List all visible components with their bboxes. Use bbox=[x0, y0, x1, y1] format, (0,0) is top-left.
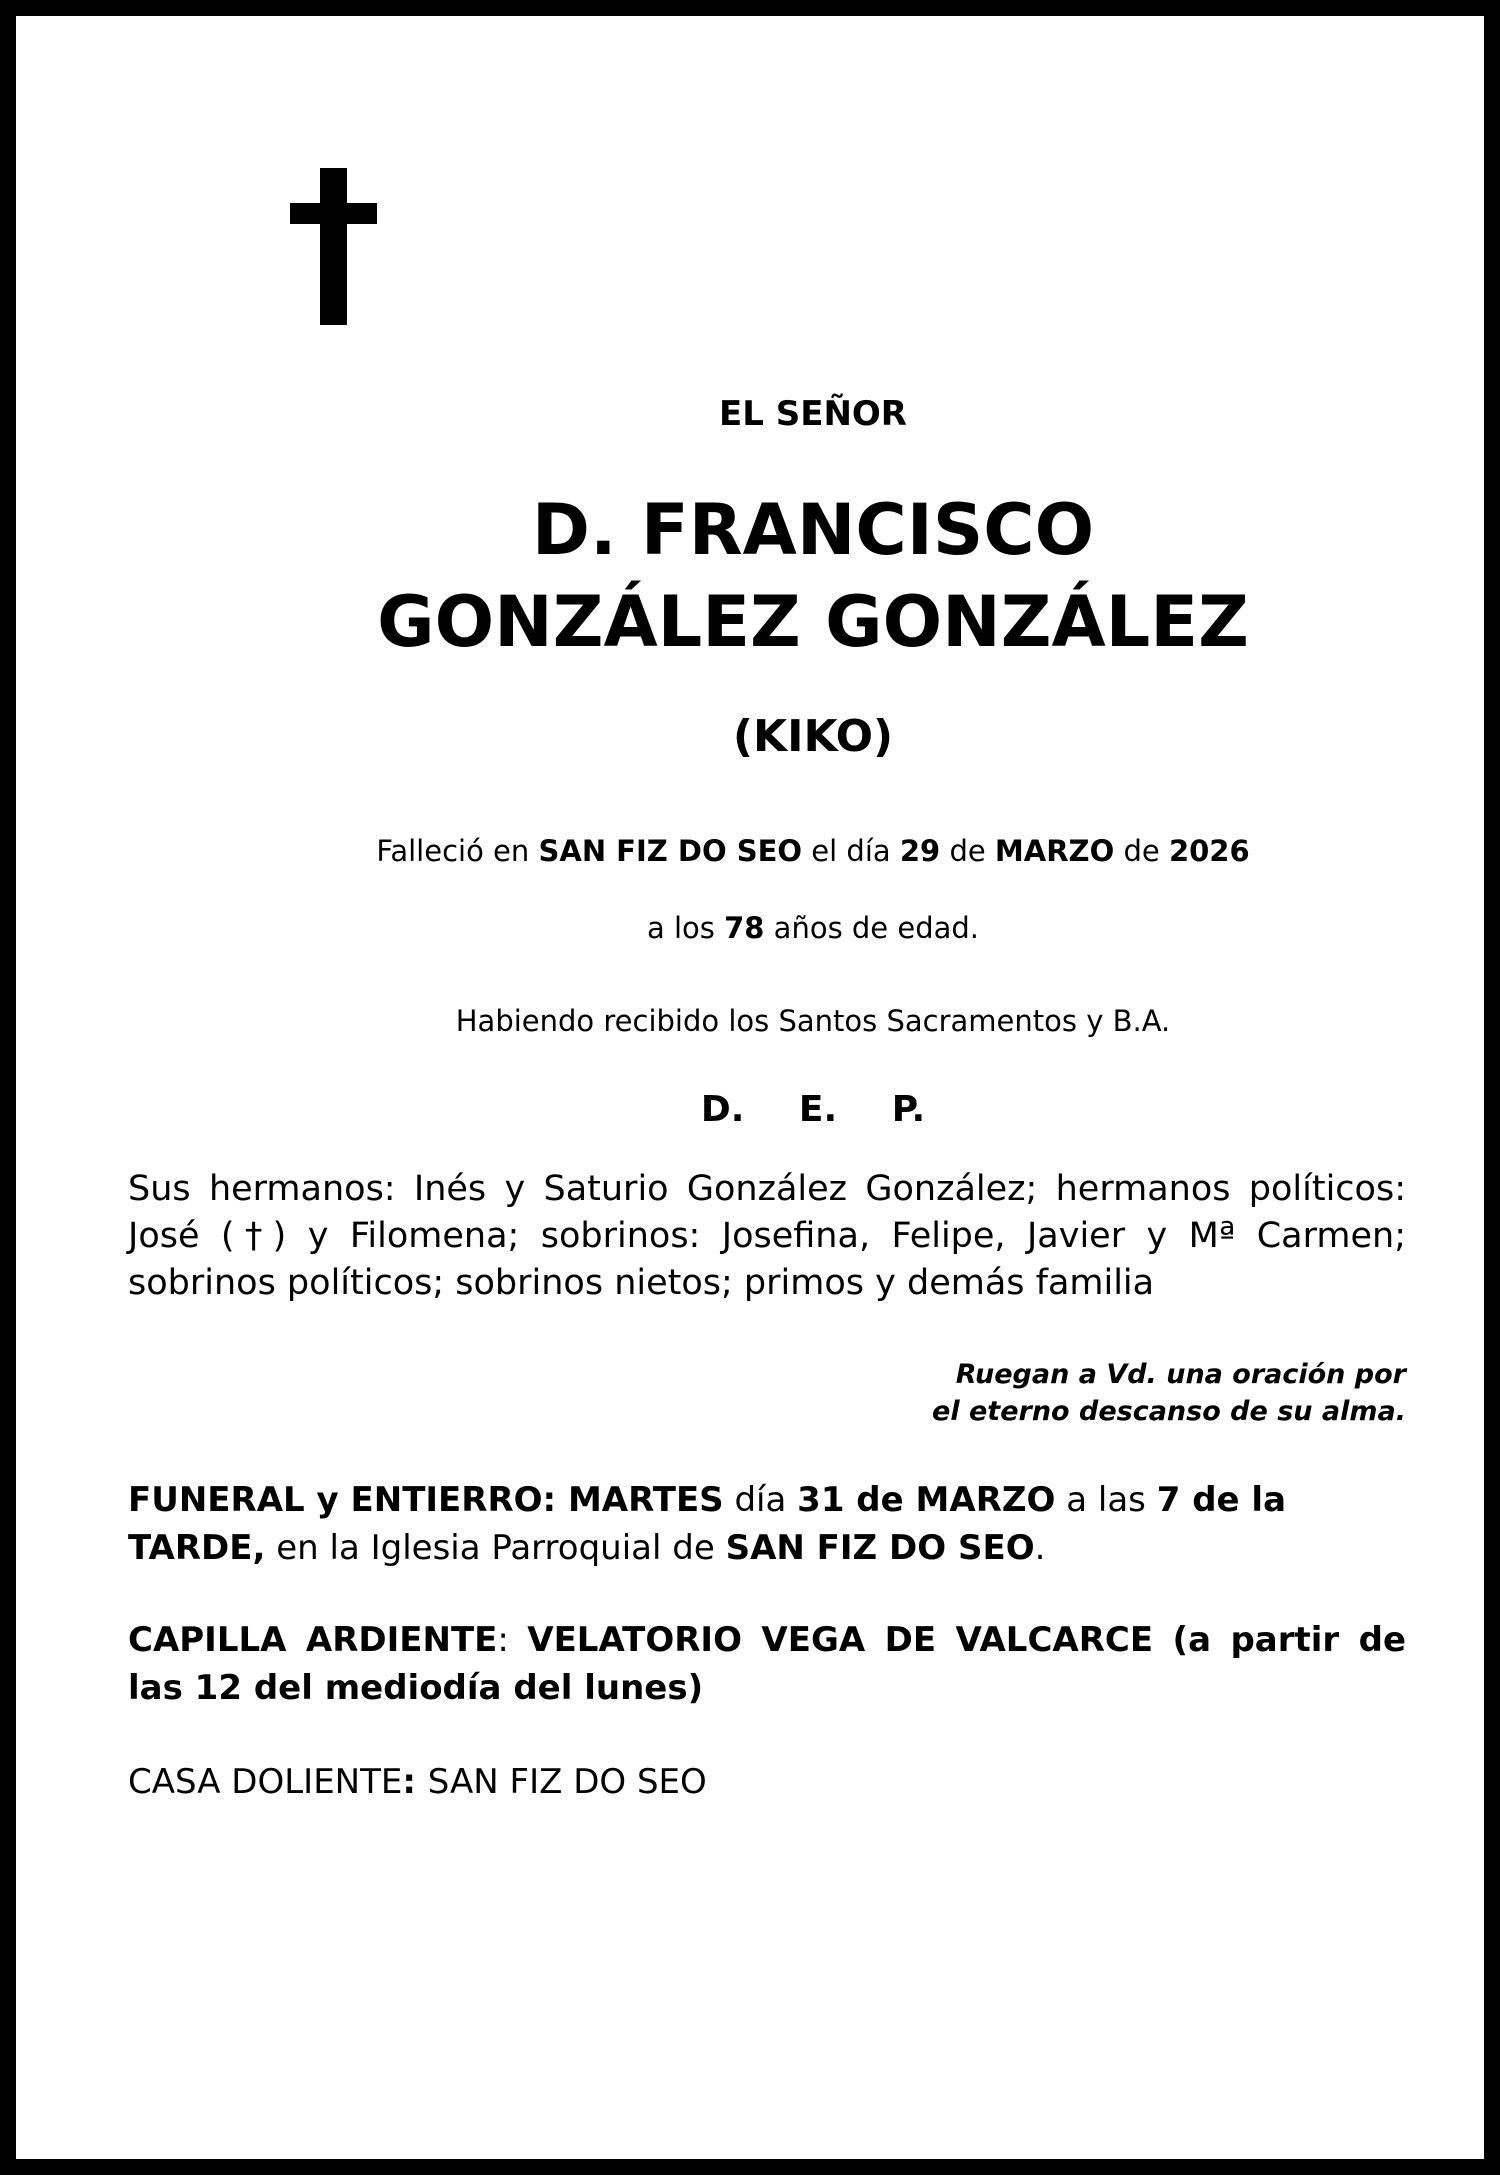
cross-icon bbox=[290, 168, 377, 325]
name-line-2: GONZÁLEZ GONZÁLEZ bbox=[377, 581, 1249, 663]
text: de bbox=[940, 834, 995, 868]
death-day: 29 bbox=[899, 834, 941, 868]
prayer-line-2: el eterno descanso de su alma. bbox=[932, 1396, 1406, 1427]
prayer-line-1: Ruegan a Vd. una oración por bbox=[955, 1359, 1406, 1390]
funeral-label: FUNERAL y ENTIERRO: MARTES bbox=[128, 1480, 724, 1520]
obituary-sheet bbox=[16, 16, 1484, 2159]
text: a los bbox=[646, 911, 725, 945]
text: . bbox=[1034, 1528, 1046, 1568]
header-title: EL SEÑOR bbox=[719, 394, 907, 434]
funeral-date: 31 de MARZO bbox=[797, 1480, 1056, 1520]
text: Falleció en bbox=[376, 834, 539, 868]
death-month: MARZO bbox=[994, 834, 1115, 868]
age-value: 78 bbox=[724, 911, 765, 945]
text: años de edad. bbox=[773, 911, 980, 945]
text: : bbox=[497, 1620, 528, 1660]
house-of-mourning bbox=[128, 1758, 1406, 1806]
family-list: Sus hermanos: Inés y Saturio González González; hermanos políticos: José (†) y Filomena; sobrinos: Josefina, Felipe, Javier y Mª Carmen; sobrinos políticos; sobrinos nietos; primos y demás familia bbox=[128, 1169, 1406, 1303]
name-line-1: D. FRANCISCO bbox=[531, 489, 1095, 571]
text: a las bbox=[1055, 1480, 1157, 1520]
wake-label: CAPILLA ARDIENTE bbox=[128, 1620, 498, 1660]
age-info bbox=[216, 911, 1410, 945]
death-place: SAN FIZ DO SEO bbox=[538, 834, 803, 868]
text: el día bbox=[802, 834, 900, 868]
house-label: CASA DOLIENTE bbox=[128, 1762, 403, 1802]
text: de bbox=[1114, 834, 1169, 868]
wake-details: VELATORIO VEGA DE VALCARCE (a partir de las 12 del mediodía del lunes) bbox=[128, 1620, 1407, 1708]
text: día bbox=[723, 1480, 798, 1520]
house-place: SAN FIZ DO SEO bbox=[427, 1762, 707, 1802]
death-info bbox=[216, 834, 1410, 868]
text: : bbox=[402, 1762, 428, 1802]
nickname: (KIKO) bbox=[732, 711, 894, 762]
prayer-request bbox=[128, 1356, 1406, 1430]
death-year: 2026 bbox=[1168, 834, 1250, 868]
rip-line: D. E. P. bbox=[700, 1089, 926, 1130]
text: en la Iglesia Parroquial de bbox=[265, 1528, 726, 1568]
deceased-name bbox=[296, 484, 1330, 668]
sacraments-line: Habiendo recibido los Santos Sacramentos y B.A. bbox=[455, 1004, 1171, 1038]
funeral-info bbox=[128, 1476, 1406, 1572]
funeral-place: SAN FIZ DO SEO bbox=[725, 1528, 1035, 1568]
wake-info bbox=[128, 1616, 1406, 1712]
funeral-time: 7 de la TARDE, bbox=[128, 1480, 1287, 1568]
